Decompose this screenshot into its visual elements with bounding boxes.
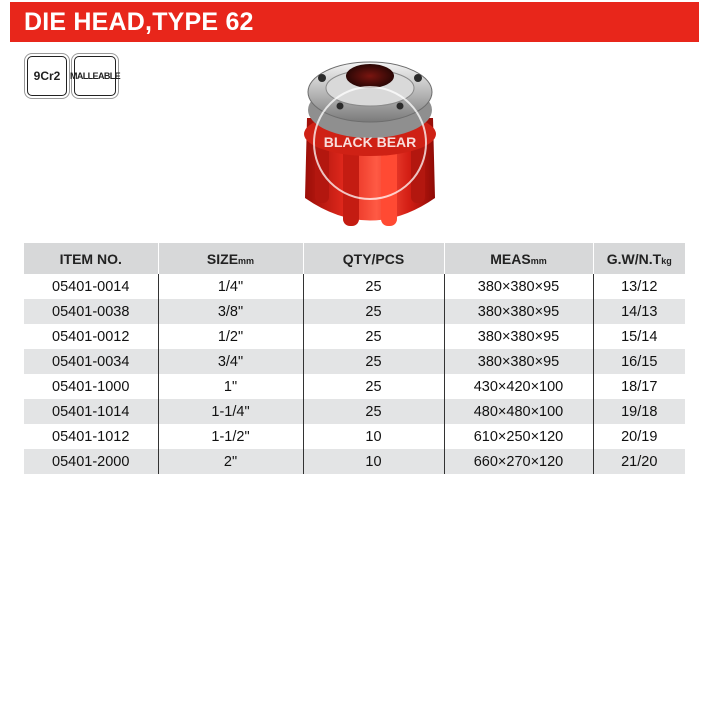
cell-qty: 10 <box>303 424 444 449</box>
column-header-qty: QTY/PCS <box>303 243 444 274</box>
column-header-item-no: ITEM NO. <box>24 243 158 274</box>
cell-meas: 610×250×120 <box>444 424 593 449</box>
page-title: DIE HEAD,TYPE 62 <box>24 7 254 36</box>
cell-qty: 25 <box>303 349 444 374</box>
cell-item-no: 05401-1000 <box>24 374 158 399</box>
spec-table-header <box>24 243 685 274</box>
cell-meas: 380×380×95 <box>444 349 593 374</box>
cell-weight: 16/15 <box>593 349 685 374</box>
table-row <box>24 424 685 449</box>
cell-weight: 19/18 <box>593 399 685 424</box>
cell-size: 1" <box>158 374 303 399</box>
cell-meas: 480×480×100 <box>444 399 593 424</box>
cell-qty: 25 <box>303 399 444 424</box>
cell-weight: 21/20 <box>593 449 685 474</box>
die-head-screw-2 <box>414 74 422 82</box>
die-head-flute-2 <box>343 148 359 226</box>
cell-size: 1-1/4" <box>158 399 303 424</box>
cell-qty: 10 <box>303 449 444 474</box>
die-head-flute-3 <box>381 148 397 226</box>
cell-meas: 430×420×100 <box>444 374 593 399</box>
material-badge-9cr2: 9Cr2 <box>27 56 67 96</box>
cell-weight: 13/12 <box>593 274 685 299</box>
cell-item-no: 05401-1012 <box>24 424 158 449</box>
column-header-weight: G.W/N.Tkg <box>593 243 685 274</box>
table-row <box>24 399 685 424</box>
cell-qty: 25 <box>303 274 444 299</box>
cell-size: 3/8" <box>158 299 303 324</box>
title-banner <box>10 2 699 42</box>
cell-size: 1-1/2" <box>158 424 303 449</box>
cell-qty: 25 <box>303 299 444 324</box>
cell-item-no: 05401-0012 <box>24 324 158 349</box>
cell-size: 1/2" <box>158 324 303 349</box>
cell-meas: 660×270×120 <box>444 449 593 474</box>
cell-item-no: 05401-2000 <box>24 449 158 474</box>
cell-weight: 15/14 <box>593 324 685 349</box>
cell-item-no: 05401-0014 <box>24 274 158 299</box>
cell-weight: 18/17 <box>593 374 685 399</box>
cell-item-no: 05401-0034 <box>24 349 158 374</box>
cell-meas: 380×380×95 <box>444 324 593 349</box>
cell-qty: 25 <box>303 374 444 399</box>
cell-size: 2" <box>158 449 303 474</box>
die-head-screw-3 <box>337 103 344 110</box>
spec-table <box>24 243 685 474</box>
die-head-screw-4 <box>397 103 404 110</box>
cell-weight: 14/13 <box>593 299 685 324</box>
watermark-text: BLACK BEAR <box>323 134 417 150</box>
die-head-core <box>346 64 394 88</box>
cell-size: 1/4" <box>158 274 303 299</box>
cell-size: 3/4" <box>158 349 303 374</box>
table-row <box>24 374 685 399</box>
material-badge-malleable: MALLEABLE <box>74 56 116 96</box>
cell-qty: 25 <box>303 324 444 349</box>
cell-meas: 380×380×95 <box>444 299 593 324</box>
table-row <box>24 349 685 374</box>
cell-item-no: 05401-1014 <box>24 399 158 424</box>
cell-item-no: 05401-0038 <box>24 299 158 324</box>
die-head-screw-1 <box>318 74 326 82</box>
table-row <box>24 274 685 299</box>
column-header-meas: MEASmm <box>444 243 593 274</box>
die-head-product-image <box>285 48 455 238</box>
table-row <box>24 449 685 474</box>
cell-weight: 20/19 <box>593 424 685 449</box>
table-row <box>24 299 685 324</box>
cell-meas: 380×380×95 <box>444 274 593 299</box>
table-row <box>24 324 685 349</box>
column-header-size: SIZEmm <box>158 243 303 274</box>
